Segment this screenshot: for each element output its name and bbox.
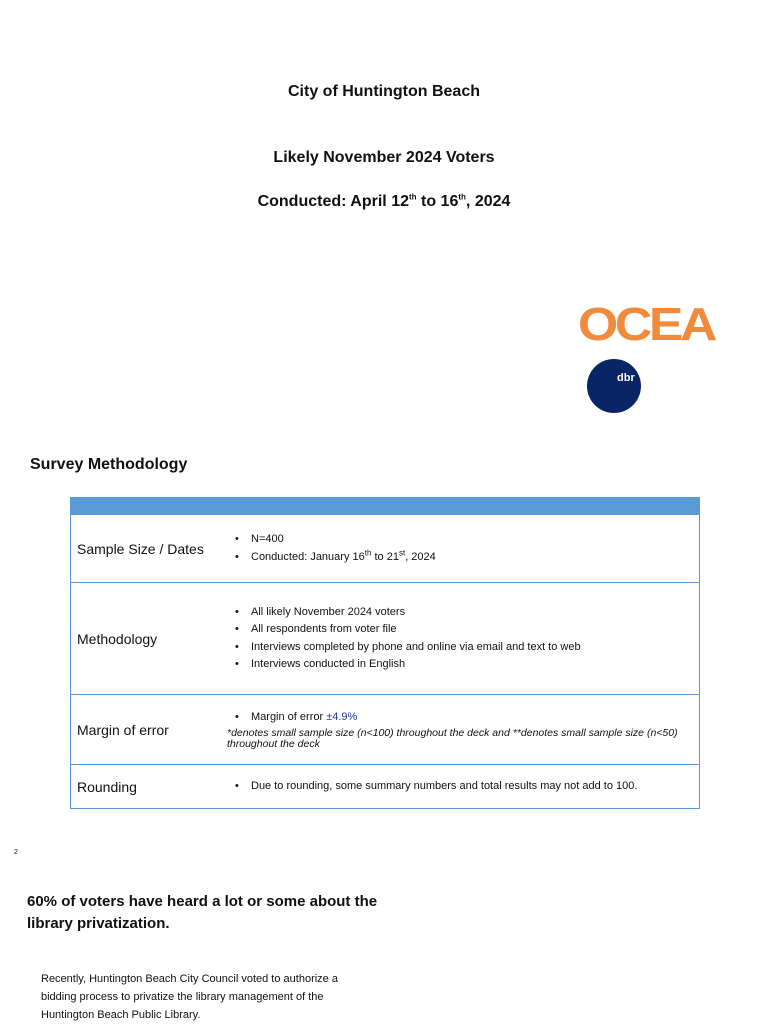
table-row-sample-size <box>71 514 699 582</box>
table-header-bar <box>71 497 699 514</box>
slide-headline: 60% of voters have heard a lot or some about the library privatization. <box>27 893 378 932</box>
cover-city-title: City of Huntington Beach <box>288 83 480 100</box>
bullet-item: • N=400 <box>235 533 284 545</box>
bullet-item: • All likely November 2024 voters <box>235 605 406 618</box>
page-number: 2 <box>14 849 18 856</box>
dbr-logo: dbr <box>587 359 641 413</box>
ocea-logo <box>576 300 716 346</box>
slide-body-text: Recently, Huntington Beach City Council voted to authorize a bidding process to privatize the library management of the Huntington Beach Public Library. <box>41 973 338 1021</box>
row-label: Margin of error <box>77 721 169 738</box>
margin-value: ±4.9% <box>326 710 358 723</box>
row-label: Rounding <box>77 778 137 795</box>
bullet-item: • Interviews completed by phone and online via email and text to web <box>235 640 581 653</box>
section-title: Survey Methodology <box>30 456 188 473</box>
sample-size-note: *denotes small sample size (n<100) throughout the deck and **denotes small sample size (n<50) throughout the deck <box>227 727 678 751</box>
row-label: Sample Size / Dates <box>77 540 204 557</box>
table-row-margin-of-error <box>71 694 699 764</box>
bullet-item: • Conducted: January 16th to 21st, 2024 <box>235 547 436 563</box>
svg-text:OCEA: OCEA <box>578 300 716 346</box>
table-row-methodology <box>71 582 699 694</box>
cover-conducted-dates: Conducted: April 12th to 16th, 2024 <box>257 192 511 210</box>
methodology-table <box>70 497 700 809</box>
row-label: Methodology <box>77 630 158 647</box>
bullet-item: • All respondents from voter file <box>235 623 397 635</box>
bullet-item: • Due to rounding, some summary numbers and total results may not add to 100. <box>235 779 638 792</box>
bullet-item: • Margin of error ±4.9% <box>235 710 358 723</box>
cover-audience-title: Likely November 2024 Voters <box>273 149 495 166</box>
table-row-rounding <box>71 764 699 808</box>
bullet-item: • Interviews conducted in English <box>235 658 406 670</box>
